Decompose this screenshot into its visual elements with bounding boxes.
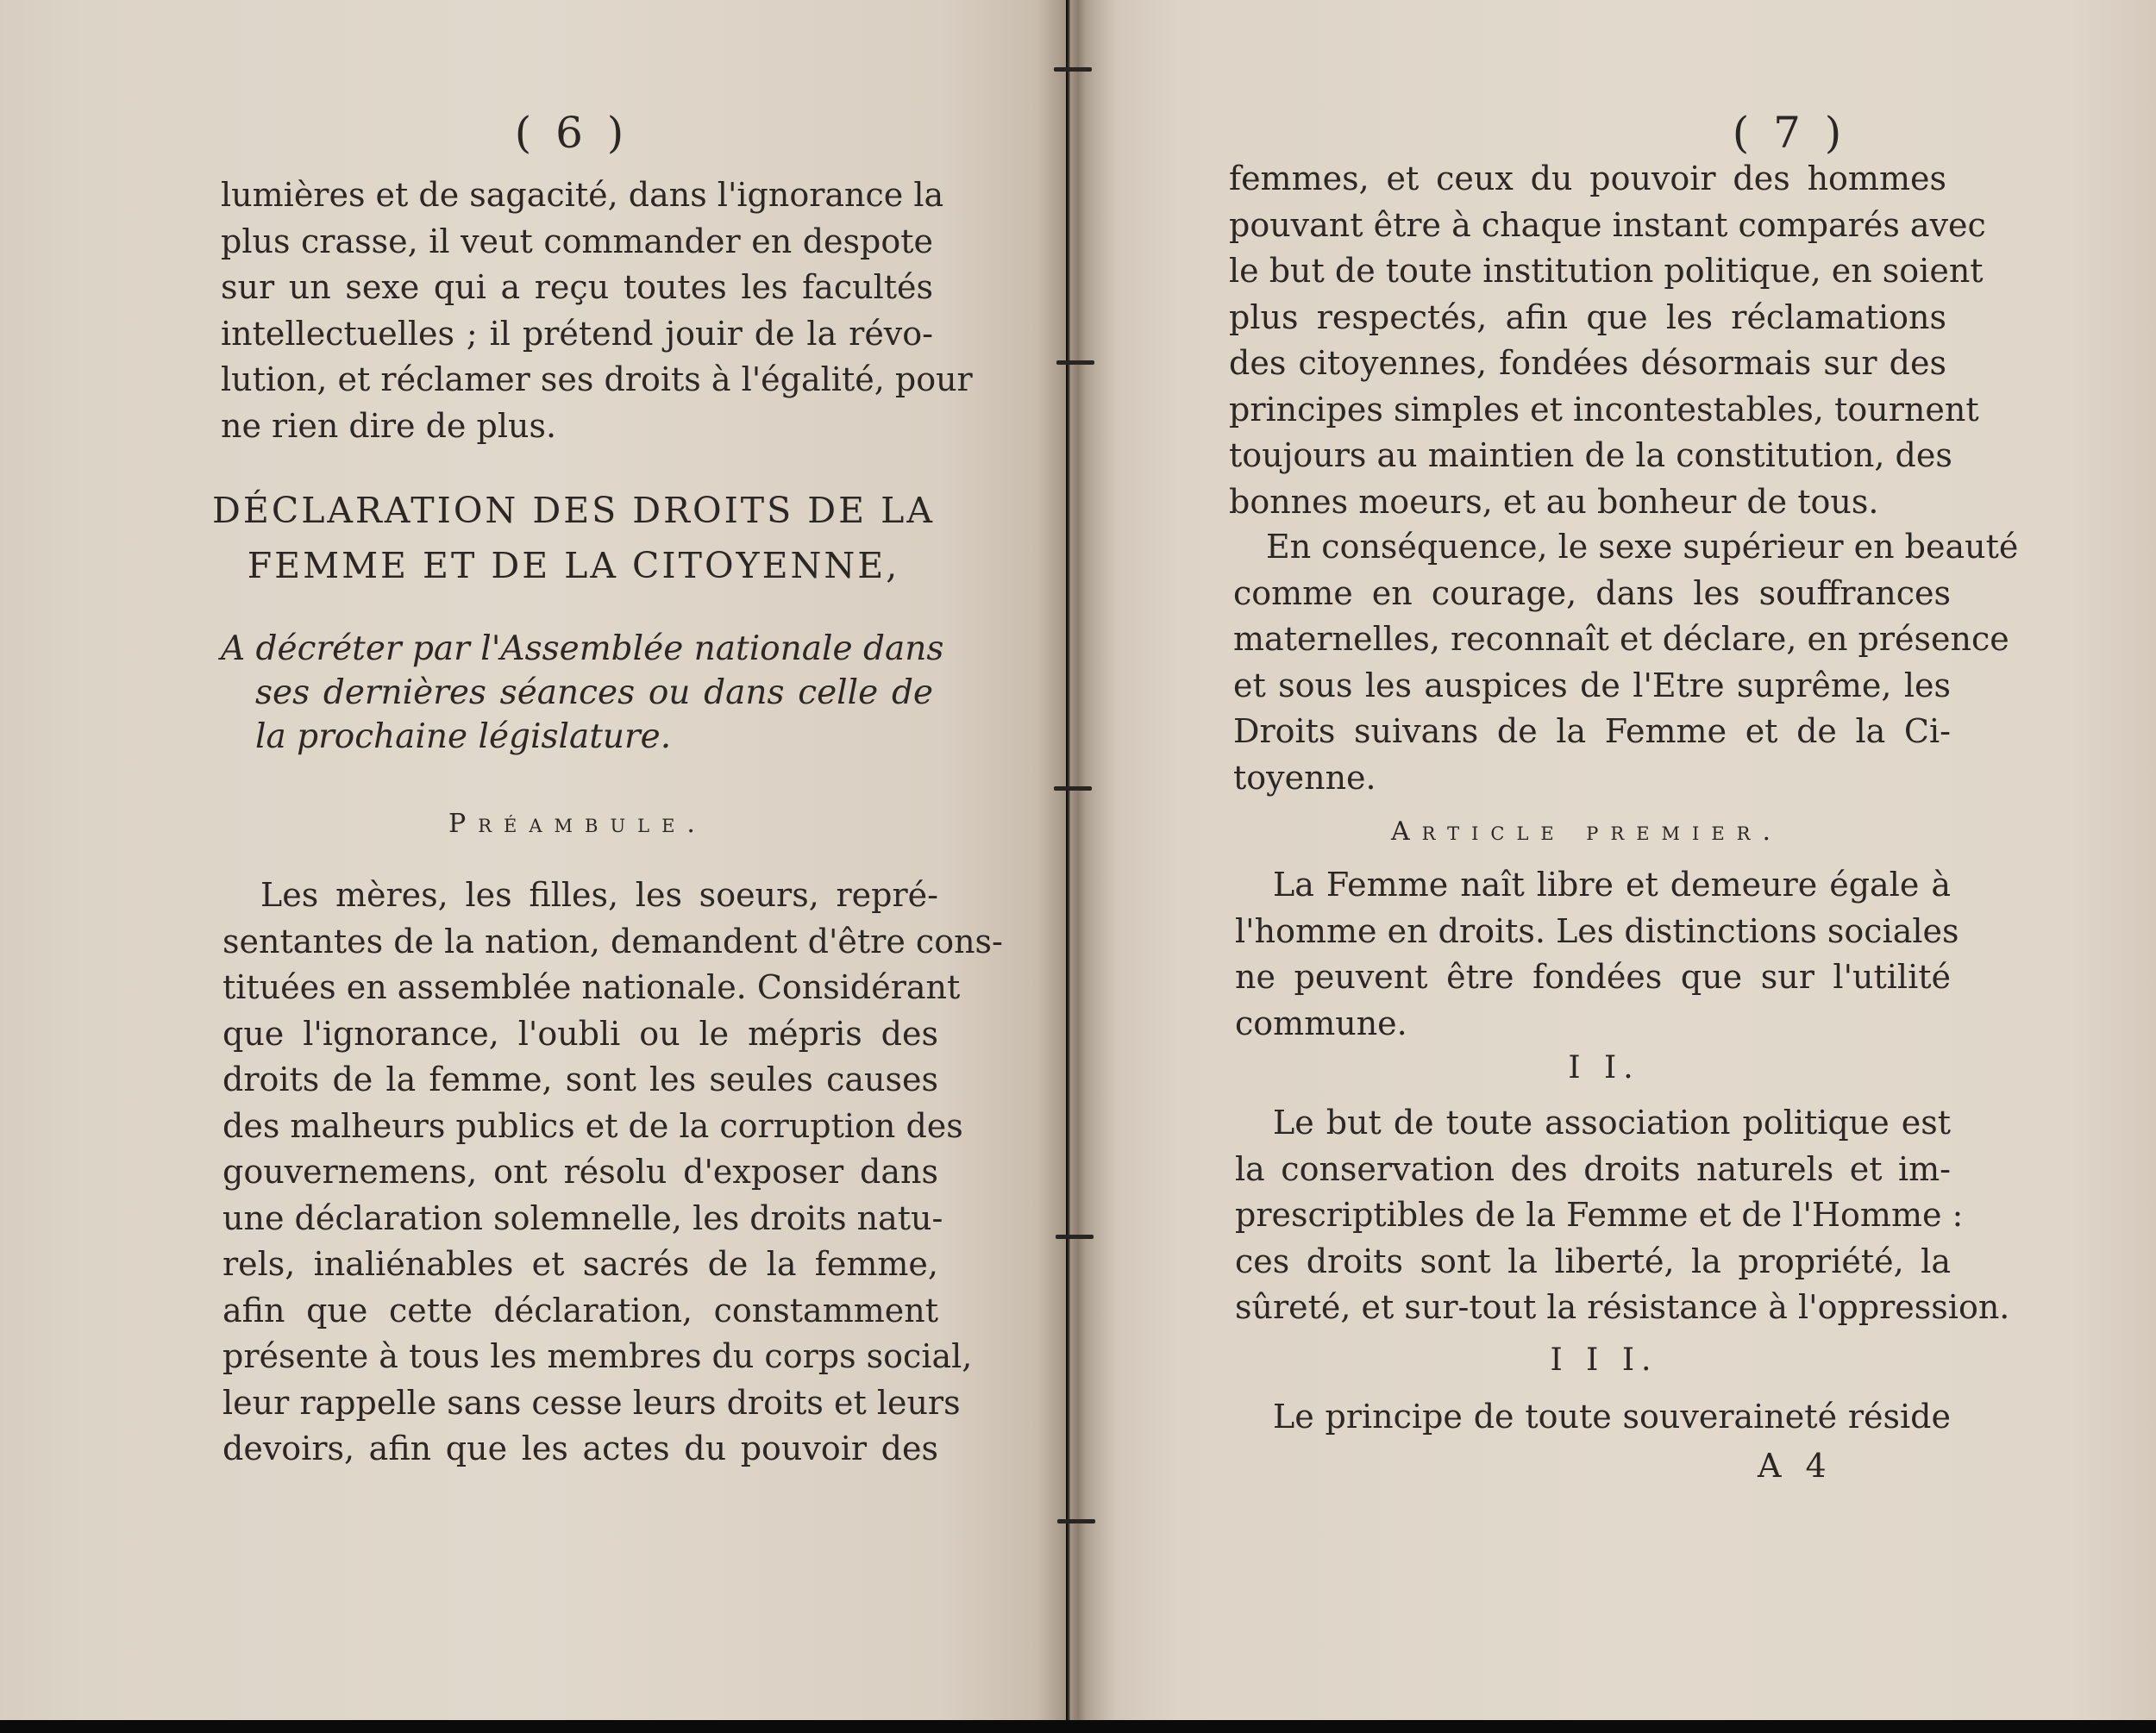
text-line: En conséquence, le sexe supérieur en beauté xyxy=(1266,528,2019,566)
article-2-text xyxy=(1235,1100,2010,1331)
text-line: ne rien dire de plus. xyxy=(221,406,557,445)
text-line: principes simples et incontestables, tournent xyxy=(1229,390,1979,429)
text-line: comme en courage, dans les souffrances xyxy=(1233,573,1951,612)
subtitle-line: A décréter par l'Assemblée nationale dans xyxy=(221,629,944,668)
text-line: Le but de toute association politique est xyxy=(1273,1104,1951,1142)
declaration-title xyxy=(207,483,940,593)
text-line: bonnes moeurs, et au bonheur de tous. xyxy=(1229,482,1879,521)
consequence-paragraph xyxy=(1233,524,2019,801)
spine-fold xyxy=(1068,0,1070,1720)
text-line: plus respectés, afin que les réclamations xyxy=(1229,297,1946,336)
text-line: toujours au maintien de la constitution, des xyxy=(1229,436,1952,474)
article-premier-text xyxy=(1235,862,1959,1047)
binding-stitch xyxy=(1054,786,1092,791)
text-line: prescriptibles de la Femme et de l'Homme : xyxy=(1235,1196,1964,1234)
left-top-paragraph xyxy=(221,172,973,449)
preamble-paragraph xyxy=(222,873,1003,1473)
text-line: sentantes de la nation, demandent d'être cons- xyxy=(222,922,1003,960)
text-line: commune. xyxy=(1235,1004,1407,1042)
text-line: Le principe de toute souveraineté réside xyxy=(1273,1398,1951,1436)
text-line: sur un sexe qui a reçu toutes les facultés xyxy=(221,268,933,306)
signature-mark: A 4 xyxy=(1758,1447,1833,1485)
text-line: lution, et réclamer ses droits à l'égalité, pour xyxy=(221,360,973,398)
declaration-subtitle xyxy=(221,627,944,759)
text-line: toyenne. xyxy=(1233,758,1376,797)
binding-stitch xyxy=(1056,1235,1094,1239)
article-3-text xyxy=(1235,1394,1951,1441)
left-page xyxy=(0,0,1066,1720)
text-line: pouvant être à chaque instant comparés avec xyxy=(1229,205,1986,244)
subtitle-line: ses dernières séances ou dans celle de xyxy=(255,673,933,712)
text-line: afin que cette déclaration, constamment xyxy=(222,1291,938,1329)
text-line: et sous les auspices de l'Etre suprême, les xyxy=(1233,666,1951,704)
text-line: leur rappelle sans cesse leurs droits et leurs xyxy=(222,1383,961,1422)
text-line: une déclaration solemnelle, les droits natu- xyxy=(222,1198,943,1237)
text-line: plus crasse, il veut commander en despote xyxy=(221,222,933,260)
text-line: la conservation des droits naturels et im- xyxy=(1235,1149,1951,1188)
text-line: des citoyennes, fondées désormais sur des xyxy=(1229,344,1946,382)
text-line: maternelles, reconnaît et déclare, en présence xyxy=(1233,620,2009,658)
article-3-heading: I I I. xyxy=(1550,1342,1658,1378)
text-line: Les mères, les filles, les soeurs, repré- xyxy=(260,876,938,914)
binding-stitch xyxy=(1056,360,1094,365)
text-line: des malheurs publics et de la corruption des xyxy=(222,1106,963,1145)
right-top-paragraph xyxy=(1229,156,1986,525)
text-line: Droits suivans de la Femme et de la Ci- xyxy=(1233,712,1951,750)
text-line: femmes, et ceux du pouvoir des hommes xyxy=(1229,160,1946,197)
left-folio: ( 6 ) xyxy=(514,108,630,158)
text-line: droits de la femme, sont les seules causes xyxy=(222,1060,938,1098)
text-line: devoirs, afin que les actes du pouvoir des xyxy=(222,1430,938,1467)
binding-stitch xyxy=(1057,1519,1095,1523)
right-page xyxy=(1069,0,2156,1720)
text-line: lumières et de sagacité, dans l'ignorance la xyxy=(221,176,944,214)
title-line-1: DÉCLARATION DES DROITS DE LA xyxy=(212,490,935,531)
right-folio: ( 7 ) xyxy=(1732,108,1847,158)
text-line: intellectuelles ; il prétend jouir de la révo- xyxy=(221,314,933,353)
title-line-2: FEMME ET DE LA CITOYENNE, xyxy=(247,545,900,586)
text-line: que l'ignorance, l'oubli ou le mépris des xyxy=(222,1014,938,1053)
article-2-heading: I I. xyxy=(1568,1050,1640,1085)
text-line: présente à tous les membres du corps social, xyxy=(222,1337,973,1375)
preamble-heading: Préambule. xyxy=(448,809,707,839)
text-line: ne peuvent être fondées que sur l'utilité xyxy=(1235,958,1951,996)
text-line: tituées en assemblée nationale. Considérant xyxy=(222,968,961,1006)
article-premier-heading: Article premier. xyxy=(1390,816,1783,847)
text-line: La Femme naît libre et demeure égale à xyxy=(1273,866,1951,904)
text-line: gouvernemens, ont résolu d'exposer dans xyxy=(222,1153,938,1191)
text-line: ces droits sont la liberté, la propriété, la xyxy=(1235,1242,1951,1280)
text-line: le but de toute institution politique, en soient xyxy=(1229,252,1984,290)
text-line: l'homme en droits. Les distinctions sociales xyxy=(1235,911,1959,950)
text-line: rels, inaliénables et sacrés de la femme, xyxy=(222,1245,938,1283)
text-line: sûreté, et sur-tout la résistance à l'oppression. xyxy=(1235,1288,2010,1326)
binding-stitch xyxy=(1054,67,1092,72)
subtitle-line: la prochaine législature. xyxy=(255,717,672,756)
